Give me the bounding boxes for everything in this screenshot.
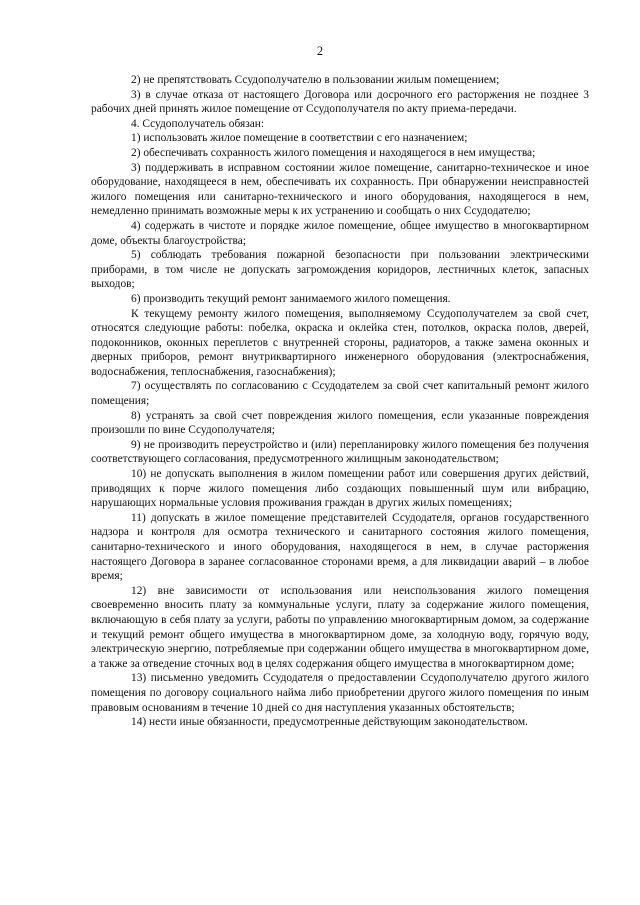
paragraph: 2) обеспечивать сохранность жилого помещения и находящегося в нем имущества;: [131, 146, 536, 159]
page-number: 2: [316, 44, 324, 58]
paragraph: 9) не производить переустройство и (или) перепланировку жилого помещения без получения соответствующего согласования, предусмотренного жилищным законодательством;: [91, 438, 589, 466]
paragraph: 1) использовать жилое помещение в соответствии с его назначением;: [131, 132, 468, 145]
paragraph: 13) письменно уведомить Ссудодателя о предоставлении Ссудополучателю другого жилого помещения по договору социального найма либо приобретении другого жилого помещения по иным правовым основаниям в течение 10 дней со дня наступления указанных обстоятельств;: [91, 672, 589, 714]
paragraph: К текущему ремонту жилого помещения, выполняемому Ссудополучателем за свой счет, относятся следующие работы: побелка, окраска и оклейка стен, потолков, окраска полов, дверей, подоконников, оконных переплетов с внутренней стороны, радиаторов, а также замена оконных и дверных приборов, ремонт внутриквартирного инженерного оборудования (электроснабжения, водоснабжения, теплоснабжения, газоснабжения);: [91, 307, 589, 378]
paragraph: 4) содержать в чистоте и порядке жилое помещение, общее имущество в многоквартирном доме, объекты благоустройства;: [91, 219, 589, 247]
paragraph: 3) поддерживать в исправном состоянии жилое помещение, санитарно-техническое и иное оборудование, находящееся в нем, обеспечивать их сохранность. При обнаружении неисправностей жилого помещения или санитарно-технического и иного оборудования, находящегося в нем, немедленно принимать возможные меры к их устранению и сообщать о них Ссудодателю;: [91, 161, 589, 218]
document-body: [91, 73, 589, 730]
paragraph: 14) нести иные обязанности, предусмотренные действующим законодательством.: [131, 716, 528, 729]
paragraph: 12) вне зависимости от использования или неиспользования жилого помещения своевременно вносить плату за коммунальные услуги, плату за содержание жилого помещения, включающую в себя плату за услуги, работы по управлению многоквартирным домом, за содержание и текущий ремонт общего имущества в многоквартирном доме, за холодную воду, горячую воду, электрическую энергию, потребляемые при содержании общего имущества в многоквартирном доме, а также за отведение сточных вод в целях содержания общего имущества в многоквартирном доме;: [91, 584, 589, 670]
section-heading: 4. Ссудополучатель обязан:: [131, 117, 265, 130]
paragraph: 3) в случае отказа от настоящего Договора или досрочного его расторжения не позднее 3 рабочих дней принять жилое помещение от Ссудополучателя по акту приема-передачи.: [91, 88, 589, 116]
paragraph: 10) не допускать выполнения в жилом помещении работ или совершения других действий, приводящих к порче жилого помещения либо создающих повышенный шум или вибрацию, нарушающих нормальные условия проживания граждан в других жилых помещениях;: [91, 468, 589, 510]
paragraph: 8) устранять за свой счет повреждения жилого помещения, если указанные повреждения произошли по вине Ссудополучателя;: [91, 409, 589, 437]
paragraph: 5) соблюдать требования пожарной безопасности при пользовании электрическими приборами, в том числе не допускать загромождения коридоров, лестничных клеток, запасных выходов;: [91, 249, 589, 291]
paragraph: 11) допускать в жилое помещение представителей Ссудодателя, органов государственного надзора и контроля для осмотра технического и санитарного состояния жилого помещения, санитарно-технического и иного оборудования, находящегося в нем, в случае расторжения настоящего Договора в заранее согласованное сторонами время, а для ликвидации аварий – в любое время;: [91, 511, 589, 583]
paragraph: 2) не препятствовать Ссудополучателю в пользовании жилым помещением;: [131, 74, 500, 86]
paragraph: 6) производить текущий ремонт занимаемого жилого помещения.: [131, 292, 451, 305]
paragraph: 7) осуществлять по согласованию с Ссудодателем за свой счет капитальный ремонт жилого помещения;: [91, 380, 589, 408]
